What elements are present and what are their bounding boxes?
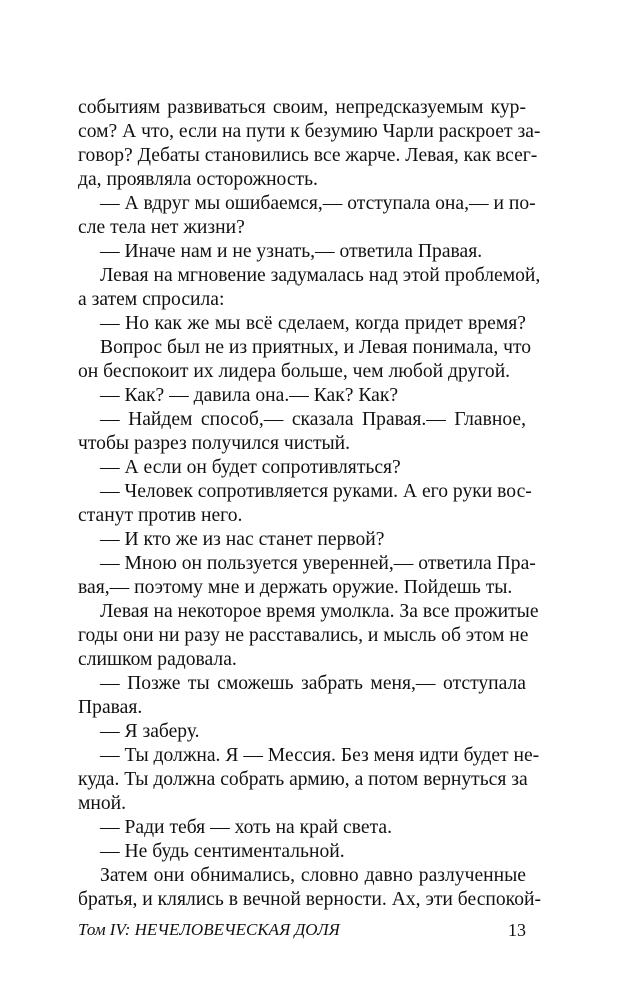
page-footer — [78, 918, 526, 942]
text-line: слишком радовала. — [78, 649, 237, 670]
text-line: — Как? — давила она.— Как? Как? — [100, 385, 399, 406]
text-line: чтобы разрез получился чистый. — [78, 433, 351, 454]
text-line: — Не будь сентиментальной. — [100, 841, 345, 862]
text-line: мной. — [78, 793, 127, 814]
text-line: — Мною он пользуется уверенней,— ответила Пра- — [100, 553, 536, 574]
text-line: Вопрос был не из приятных, и Левая понимала, что — [100, 337, 532, 358]
text-line: — Я заберу. — [100, 721, 200, 742]
text-line: — Найдем способ,— сказала Правая.— Главное, — [100, 409, 526, 430]
text-line: вая,— поэтому мне и держать оружие. Пойдешь ты. — [78, 577, 513, 598]
text-line: — А если он будет сопротивляться? — [100, 457, 401, 478]
text-line: Левая на мгновение задумалась над этой проблемой, — [100, 265, 541, 286]
text-line: — Человек сопротивляется руками. А его руки вос- — [100, 481, 532, 502]
text-line: да, проявляла осторожность. — [78, 169, 318, 190]
text-line: годы они ни разу не расставались, и мысль об этом не — [78, 625, 529, 646]
page-number: 13 — [508, 920, 526, 940]
text-line: — Позже ты сможешь забрать меня,— отступала — [100, 673, 526, 694]
text-line: говор? Дебаты становились все жарче. Левая, как всег- — [78, 145, 538, 166]
text-line: — Ради тебя — хоть на край света. — [100, 817, 392, 838]
text-line: — Иначе нам и не узнать,— ответила Правая. — [100, 241, 483, 262]
running-title: Том IV: НЕЧЕЛОВЕЧЕСКАЯ ДОЛЯ — [78, 920, 340, 939]
text-line: Левая на некоторое время умолкла. За все прожитые — [100, 601, 539, 622]
text-line: — А вдруг мы ошибаемся,— отступала она,— и по- — [100, 193, 536, 214]
text-line: сле тела нет жизни? — [78, 217, 245, 238]
text-line: братья, и клялись в вечной верности. Ах, эти беспокой- — [78, 889, 542, 910]
text-line: событиям развиваться своим, непредсказуемым кур- — [78, 97, 526, 118]
text-line: — И кто же из нас станет первой? — [100, 529, 385, 550]
text-line: а затем спросила: — [78, 289, 225, 310]
text-line: станут против него. — [78, 505, 243, 526]
text-line: — Но как же мы всё сделаем, когда придет время? — [100, 313, 526, 334]
text-line: сом? А что, если на пути к безумию Чарли раскроет за- — [78, 121, 541, 142]
text-line: — Ты должна. Я — Мессия. Без меня идти будет не- — [100, 745, 540, 766]
page-body — [78, 96, 542, 912]
text-line: куда. Ты должна собрать армию, а потом вернуться за — [78, 769, 528, 790]
text-line: Затем они обнимались, словно давно разлученные — [100, 865, 526, 886]
text-line: Правая. — [78, 697, 143, 718]
text-line: он беспокоит их лидера больше, чем любой другой. — [78, 361, 511, 382]
